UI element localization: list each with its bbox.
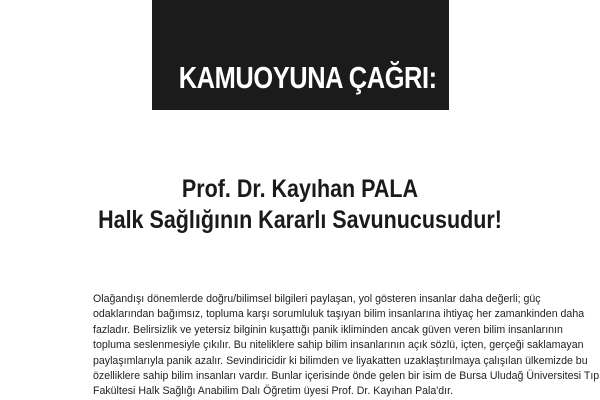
body-line: topluma seslenmesiyle çıkılır. Bu niteliklere sahip bilim insanlarının açık sözlü, içten, gerçeği saklamayan: [93, 339, 584, 352]
title-banner: [152, 0, 449, 110]
body-line: Fakültesi Halk Sağlığı Anabilim Dalı Öğretim üyesi Prof. Dr. Kayıhan Pala'dır.: [93, 385, 454, 398]
body-paragraph: [93, 292, 600, 400]
body-line: özelliklere sahip bilim insanları vardır. Bunlar içerisinde önde gelen bir isim de Bursa Uludağ Üniversitesi Tıp: [93, 370, 600, 383]
body-line: fazladır. Belirsizlik ve yetersiz bilginin kuşattığı panik ikliminden ancak güven veren bilim insanlarının: [93, 323, 563, 336]
banner-title: KAMUOYUNA ÇAĞRI:: [178, 60, 437, 95]
body-line: paylaşımlarıyla panik azalır. Sevindiricidir ki bilimden ve liyakatten uzaklaştırılmaya çalışılan ülkemizde bu: [93, 354, 588, 367]
body-line: odaklarından bağımsız, topluma karşı sorumluluk taşıyan bilim insanlarına ihtiyaç her zamankinden daha: [93, 308, 585, 321]
headline-line-1: Prof. Dr. Kayıhan PALA: [181, 175, 419, 203]
body-line: Olağandışı dönemlerde doğru/bilimsel bilgileri paylaşan, yol gösteren insanlar daha değerli; güç: [93, 293, 541, 305]
headline: [0, 174, 600, 236]
headline-line-2: Halk Sağlığının Kararlı Savunucusudur!: [98, 206, 502, 234]
